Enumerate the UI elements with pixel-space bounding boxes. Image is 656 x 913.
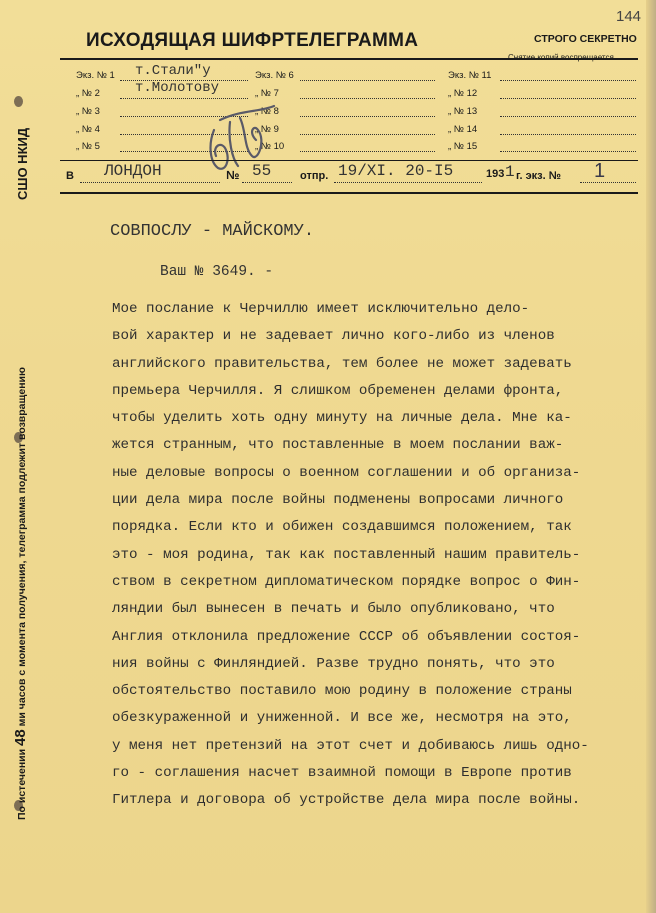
copy-label: Экз. № 6 — [255, 70, 294, 81]
copy-label: „ № 14 — [448, 124, 478, 135]
message-line: ством в секретном дипломатическом порядке вопрос о Фин- — [112, 573, 581, 590]
message-line: Англия отклонила предложение СССР об объявлении состоя- — [112, 628, 581, 645]
copy-number: 1 — [594, 160, 606, 182]
copy-recipient: т.Молотову — [135, 80, 220, 96]
message-line: обстоятельство поставило мою родину в положение страны — [112, 683, 572, 700]
divider — [60, 160, 638, 161]
copy-label: „ № 10 — [255, 141, 285, 152]
message-line: жется странным, что поставленные в моем послании важ- — [112, 437, 564, 454]
secrecy-stamp: СТРОГО СЕКРЕТНО — [534, 33, 637, 45]
return-notice-hours: 48 — [12, 729, 29, 746]
addressee: СОВПОСЛУ - МАЙСКОМУ. — [110, 222, 315, 241]
page-number: 144 — [616, 8, 642, 25]
message-line: это - моя родина, так как поставленный нашим правитель- — [112, 546, 581, 563]
year-prefix: 193 — [486, 168, 505, 180]
message-line: ции дела мира после войны подменены вопросами личного — [112, 492, 564, 509]
message-line: ния войны с Финляндией. Разве трудно понять, что это — [112, 655, 555, 672]
copy-label: „ № 13 — [448, 106, 478, 117]
sent-label: отпр. — [300, 170, 329, 182]
copy-label: „ № 8 — [255, 106, 279, 117]
message-line: Гитлера и договора об устройстве дела мира после войны. — [112, 792, 581, 809]
copy-label: „ № 15 — [448, 141, 478, 152]
copy-line — [300, 151, 435, 153]
copy-label: „ № 3 — [76, 106, 100, 117]
message-line: ляндии был вынесен в печать и было опубликовано, что — [112, 601, 555, 618]
copy-label: Экз. № 1 — [76, 70, 115, 81]
message-line: чтобы уделить хоть одну минуту на личные дела. Мне ка- — [112, 410, 572, 427]
copy-label: „ № 12 — [448, 88, 478, 99]
header-bottom-rule — [60, 192, 638, 194]
copy-line — [300, 80, 435, 82]
copy-line — [500, 151, 636, 153]
message-body — [112, 296, 652, 815]
copy-line — [300, 134, 435, 136]
sent-line — [334, 182, 482, 184]
telegram-number: 55 — [252, 162, 272, 180]
message-line: у меня нет претензий на этот счет и добиваюсь лишь одно- — [112, 737, 589, 754]
reference-number: Ваш № 3649. - — [160, 264, 274, 280]
message-line: английского правительства, тем более не может задевать — [112, 355, 572, 372]
department-label: СШО НКИД — [15, 127, 30, 200]
return-notice-prefix: По истечении — [16, 748, 28, 820]
copy-line — [500, 98, 636, 100]
return-notice-text: ми часов с момента получения, телеграмма подлежит возвращению — [16, 367, 28, 727]
copy-recipient: т.Стали"у — [135, 63, 211, 79]
message-line: го - соглашения насчет взаимной помощи в Европе против — [112, 765, 572, 782]
copy-line — [300, 98, 435, 100]
return-notice — [12, 367, 29, 820]
copy-label: „ № 9 — [255, 124, 279, 135]
copy-line — [500, 80, 636, 82]
year-suffix: 1 — [505, 163, 515, 181]
number-line — [242, 182, 292, 184]
destination-prefix: В — [66, 170, 74, 182]
copy-label: „ № 4 — [76, 124, 100, 135]
document-title: ИСХОДЯЩАЯ ШИФРТЕЛЕГРАММА — [86, 30, 419, 51]
destination-city: ЛОНДОН — [104, 162, 162, 180]
copy-label: Экз. № 11 — [448, 70, 492, 81]
message-line: порядка. Если кто и обижен создавшимся положением, так — [112, 519, 572, 536]
sent-datetime: 19/XI. 20-I5 — [338, 162, 454, 180]
header-rule — [60, 58, 638, 60]
copy-number-label: г. экз. № — [516, 170, 562, 182]
message-line: премьера Черчилля. Я слишком обременен делами фронта, — [112, 382, 564, 399]
city-line — [80, 182, 220, 184]
copy-number-line — [580, 182, 636, 184]
message-line: ные деловые вопросы о военном соглашении и об организа- — [112, 464, 581, 481]
copy-line — [500, 134, 636, 136]
number-label: № — [226, 168, 240, 182]
message-line: Мое послание к Черчиллю имеет исключительно дело- — [112, 301, 530, 317]
punch-hole — [14, 96, 23, 107]
copy-label: „ № 2 — [76, 88, 100, 99]
copy-label: „ № 5 — [76, 141, 100, 152]
copy-line — [500, 116, 636, 118]
copy-line — [300, 116, 435, 118]
message-line: обезкураженной и униженной. И все же, несмотря на это, — [112, 710, 572, 727]
copy-label: „ № 7 — [255, 88, 279, 99]
message-line: вой характер и не задевает лично кого-либо из членов — [112, 328, 555, 345]
